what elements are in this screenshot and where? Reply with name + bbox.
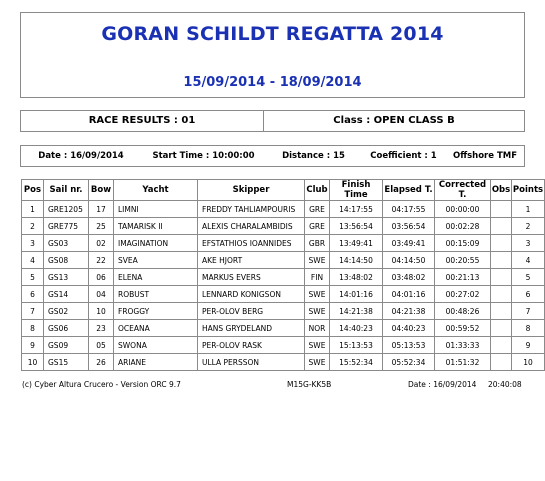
- cell-pos: 6: [22, 286, 44, 303]
- col-header-yacht: Yacht: [114, 180, 198, 201]
- cell-club: SWE: [305, 337, 330, 354]
- race-class-label: Class : OPEN CLASS B: [333, 115, 455, 126]
- cell-corrected-time: 00:20:55: [435, 252, 491, 269]
- table-row: [22, 354, 545, 371]
- col-header-corrected: Corrected T.: [435, 180, 491, 201]
- cell-obs: [491, 303, 512, 320]
- cell-elapsed-time: 04:17:55: [383, 201, 435, 218]
- cell-finish-time: 14:17:55: [330, 201, 383, 218]
- cell-points: 2: [512, 218, 545, 235]
- cell-points: 9: [512, 337, 545, 354]
- cell-club: SWE: [305, 303, 330, 320]
- cell-finish-time: 13:56:54: [330, 218, 383, 235]
- cell-yacht: IMAGINATION: [114, 235, 198, 252]
- cell-points: 6: [512, 286, 545, 303]
- cell-skipper: PER-OLOV BERG: [198, 303, 305, 320]
- cell-skipper: ULLA PERSSON: [198, 354, 305, 371]
- table-row: [22, 320, 545, 337]
- col-header-pos: Pos: [22, 180, 44, 201]
- cell-bow: 26: [89, 354, 114, 371]
- cell-finish-time: 13:48:02: [330, 269, 383, 286]
- cell-finish-time: 14:14:50: [330, 252, 383, 269]
- cell-bow: 04: [89, 286, 114, 303]
- cell-obs: [491, 235, 512, 252]
- cell-points: 8: [512, 320, 545, 337]
- cell-club: GRE: [305, 201, 330, 218]
- cell-club: SWE: [305, 354, 330, 371]
- cell-obs: [491, 218, 512, 235]
- cell-obs: [491, 354, 512, 371]
- cell-obs: [491, 252, 512, 269]
- cell-bow: 17: [89, 201, 114, 218]
- cell-points: 5: [512, 269, 545, 286]
- cell-elapsed-time: 03:49:41: [383, 235, 435, 252]
- cell-club: NOR: [305, 320, 330, 337]
- cell-skipper: EFSTATHIOS IOANNIDES: [198, 235, 305, 252]
- cell-yacht: ARIANE: [114, 354, 198, 371]
- cell-corrected-time: 01:51:32: [435, 354, 491, 371]
- cell-corrected-time: 00:00:00: [435, 201, 491, 218]
- cell-sail-nr: GS15: [44, 354, 89, 371]
- results-header-row: [22, 180, 545, 201]
- cell-skipper: ALEXIS CHARALAMBIDIS: [198, 218, 305, 235]
- cell-pos: 2: [22, 218, 44, 235]
- cell-obs: [491, 286, 512, 303]
- cell-club: GRE: [305, 218, 330, 235]
- race-results-label: RACE RESULTS : 01: [21, 111, 264, 131]
- cell-elapsed-time: 04:01:16: [383, 286, 435, 303]
- cell-club: SWE: [305, 252, 330, 269]
- col-header-finish: Finish Time: [330, 180, 383, 201]
- cell-yacht: SVEA: [114, 252, 198, 269]
- race-distance: Distance : 15: [282, 151, 345, 161]
- cell-elapsed-time: 03:48:02: [383, 269, 435, 286]
- cell-finish-time: 15:52:34: [330, 354, 383, 371]
- cell-skipper: FREDDY TAHLIAMPOURIS: [198, 201, 305, 218]
- col-header-club: Club: [305, 180, 330, 201]
- cell-yacht: LIMNI: [114, 201, 198, 218]
- cell-sail-nr: GRE775: [44, 218, 89, 235]
- cell-corrected-time: 00:27:02: [435, 286, 491, 303]
- cell-corrected-time: 00:21:13: [435, 269, 491, 286]
- footer-print-time: 20:40:08: [488, 380, 522, 389]
- table-row: [22, 235, 545, 252]
- cell-obs: [491, 201, 512, 218]
- cell-finish-time: 13:49:41: [330, 235, 383, 252]
- col-header-elapsed: Elapsed T.: [383, 180, 435, 201]
- cell-elapsed-time: 04:21:38: [383, 303, 435, 320]
- col-header-points: Points: [512, 180, 545, 201]
- cell-corrected-time: 01:33:33: [435, 337, 491, 354]
- cell-pos: 3: [22, 235, 44, 252]
- cell-pos: 8: [22, 320, 44, 337]
- cell-pos: 5: [22, 269, 44, 286]
- cell-sail-nr: GS06: [44, 320, 89, 337]
- regatta-title: GORAN SCHILDT REGATTA 2014: [101, 23, 444, 45]
- table-row: [22, 252, 545, 269]
- cell-obs: [491, 320, 512, 337]
- cell-corrected-time: 00:15:09: [435, 235, 491, 252]
- cell-points: 10: [512, 354, 545, 371]
- cell-sail-nr: GS14: [44, 286, 89, 303]
- cell-obs: [491, 269, 512, 286]
- cell-skipper: AKE HJORT: [198, 252, 305, 269]
- col-header-bow: Bow: [89, 180, 114, 201]
- cell-elapsed-time: 04:40:23: [383, 320, 435, 337]
- cell-finish-time: 14:40:23: [330, 320, 383, 337]
- cell-points: 7: [512, 303, 545, 320]
- cell-elapsed-time: 03:56:54: [383, 218, 435, 235]
- cell-sail-nr: GRE1205: [44, 201, 89, 218]
- cell-skipper: MARKUS EVERS: [198, 269, 305, 286]
- rating-system: Offshore TMF: [452, 151, 518, 161]
- cell-bow: 25: [89, 218, 114, 235]
- table-row: [22, 269, 545, 286]
- cell-bow: 22: [89, 252, 114, 269]
- col-header-obs: Obs: [491, 180, 512, 201]
- race-info-bar: [20, 145, 525, 167]
- cell-club: FIN: [305, 269, 330, 286]
- cell-sail-nr: GS03: [44, 235, 89, 252]
- results-table: [21, 179, 545, 371]
- cell-pos: 7: [22, 303, 44, 320]
- cell-skipper: HANS GRYDELAND: [198, 320, 305, 337]
- cell-corrected-time: 00:02:28: [435, 218, 491, 235]
- cell-bow: 06: [89, 269, 114, 286]
- title-box: [20, 12, 525, 98]
- cell-pos: 4: [22, 252, 44, 269]
- cell-points: 1: [512, 201, 545, 218]
- table-row: [22, 303, 545, 320]
- results-body: [22, 201, 545, 371]
- table-row: [22, 286, 545, 303]
- cell-yacht: ELENA: [114, 269, 198, 286]
- cell-elapsed-time: 04:14:50: [383, 252, 435, 269]
- cell-skipper: PER-OLOV RASK: [198, 337, 305, 354]
- cell-club: GBR: [305, 235, 330, 252]
- race-header: [20, 110, 525, 132]
- col-header-skipper: Skipper: [198, 180, 305, 201]
- cell-finish-time: 15:13:53: [330, 337, 383, 354]
- cell-yacht: FROGGY: [114, 303, 198, 320]
- race-date: Date : 16/09/2014: [38, 151, 124, 161]
- cell-yacht: TAMARISK II: [114, 218, 198, 235]
- cell-obs: [491, 337, 512, 354]
- cell-yacht: OCEANA: [114, 320, 198, 337]
- footer-print-date: Date : 16/09/2014: [408, 380, 477, 389]
- col-header-sail: Sail nr.: [44, 180, 89, 201]
- race-coefficient: Coefficient : 1: [370, 151, 437, 161]
- cell-elapsed-time: 05:13:53: [383, 337, 435, 354]
- regatta-dates: 15/09/2014 - 18/09/2014: [183, 75, 362, 90]
- cell-finish-time: 14:21:38: [330, 303, 383, 320]
- cell-pos: 1: [22, 201, 44, 218]
- cell-corrected-time: 00:48:26: [435, 303, 491, 320]
- cell-yacht: SWONA: [114, 337, 198, 354]
- cell-sail-nr: GS02: [44, 303, 89, 320]
- table-row: [22, 337, 545, 354]
- footer-code: M15G-KK5B: [287, 380, 332, 389]
- cell-bow: 05: [89, 337, 114, 354]
- cell-bow: 10: [89, 303, 114, 320]
- cell-points: 3: [512, 235, 545, 252]
- cell-yacht: ROBUST: [114, 286, 198, 303]
- table-row: [22, 218, 545, 235]
- cell-skipper: LENNARD KONIGSON: [198, 286, 305, 303]
- footer-copyright: (c) Cyber Altura Crucero - Version ORC 9.7: [22, 380, 181, 389]
- cell-club: SWE: [305, 286, 330, 303]
- cell-finish-time: 14:01:16: [330, 286, 383, 303]
- cell-points: 4: [512, 252, 545, 269]
- cell-pos: 9: [22, 337, 44, 354]
- cell-sail-nr: GS08: [44, 252, 89, 269]
- race-start-time: Start Time : 10:00:00: [152, 151, 255, 161]
- cell-bow: 23: [89, 320, 114, 337]
- cell-bow: 02: [89, 235, 114, 252]
- cell-corrected-time: 00:59:52: [435, 320, 491, 337]
- cell-pos: 10: [22, 354, 44, 371]
- cell-sail-nr: GS13: [44, 269, 89, 286]
- cell-sail-nr: GS09: [44, 337, 89, 354]
- table-row: [22, 201, 545, 218]
- footer: [22, 380, 525, 392]
- cell-elapsed-time: 05:52:34: [383, 354, 435, 371]
